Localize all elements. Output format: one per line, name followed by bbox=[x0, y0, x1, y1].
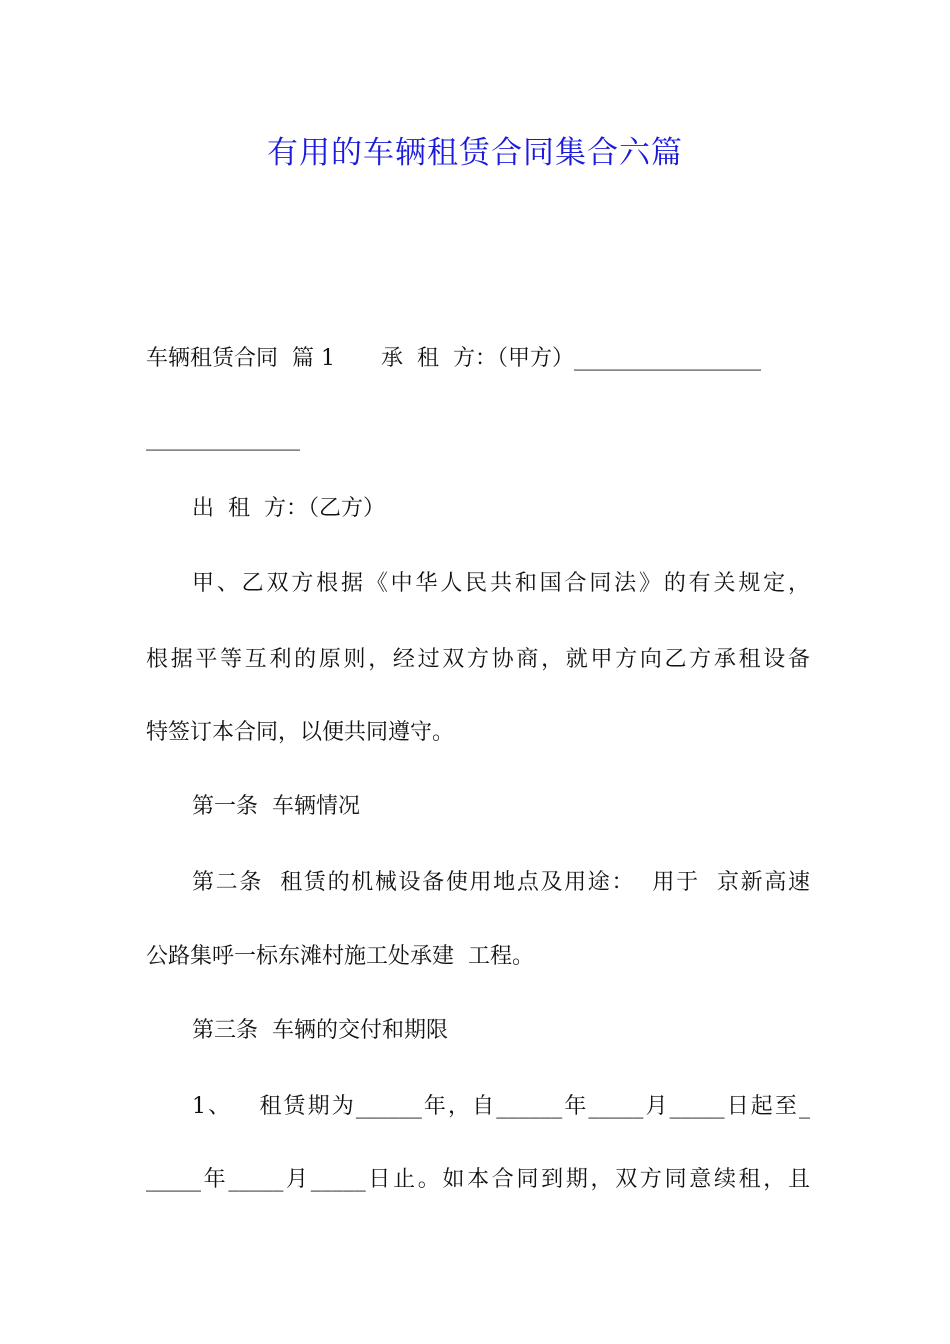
lessor-label: 出 租 方：（乙方） bbox=[192, 496, 385, 521]
article-3-heading: 第三条 车辆的交付和期限 bbox=[192, 1018, 448, 1043]
intro-line-1: 甲、乙双方根据《中华人民共和国合同法》的有关规定， bbox=[192, 571, 810, 596]
clause-1-line-2: _____年_____月_____日止。如本合同到期，双方同意续租，且 bbox=[146, 1167, 810, 1192]
intro-line-3: 特签订本合同，以便共同遵守。 bbox=[146, 720, 455, 745]
article-2-line-2: 公路集呼一标东滩村施工处承建 工程。 bbox=[146, 944, 534, 969]
intro-line-2: 根据平等互利的原则，经过双方协商，就甲方向乙方承租设备 bbox=[146, 647, 810, 672]
document-title: 有用的车辆租赁合同集合六篇 bbox=[267, 135, 683, 171]
heading-row bbox=[146, 344, 810, 374]
section-label: 车辆租赁合同 篇 1 bbox=[146, 346, 335, 371]
article-2-line-1: 第二条 租赁的机械设备使用地点及用途： 用于 京新高速 bbox=[192, 870, 810, 895]
article-1-heading: 第一条 车辆情况 bbox=[192, 794, 360, 819]
lessee-blank: _________________ bbox=[573, 346, 761, 371]
blank-continuation: ______________ bbox=[146, 426, 300, 451]
clause-1-line-1: 1、 租赁期为______年，自______年_____月_____日起至_ bbox=[192, 1094, 810, 1119]
lessee-label: 承 租 方：（甲方） bbox=[380, 346, 574, 371]
